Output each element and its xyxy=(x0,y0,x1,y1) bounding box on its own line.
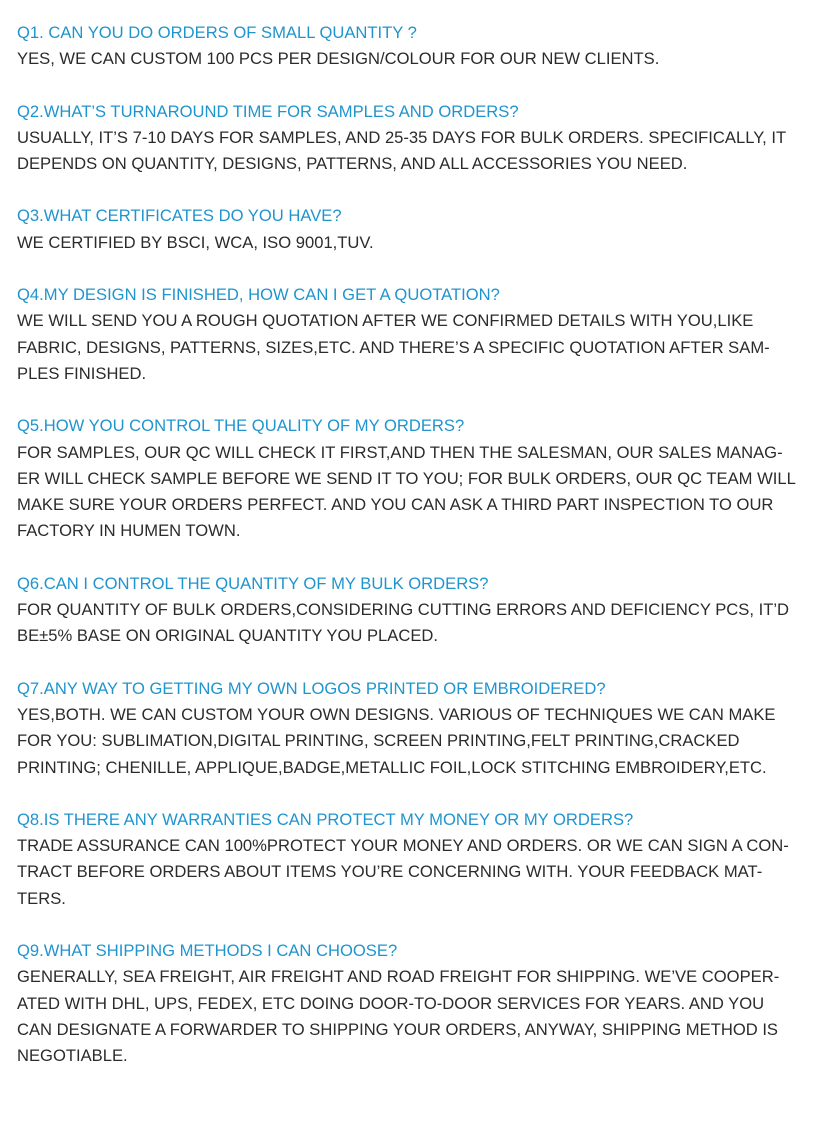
faq-item-q6 xyxy=(17,571,809,650)
faq-answer-line: MAKE SURE YOUR ORDERS PERFECT. AND YOU CAN ASK A THIRD PART INSPECTION TO OUR xyxy=(17,495,774,515)
faq-item-q3 xyxy=(17,203,809,256)
faq-question: Q4.MY DESIGN IS FINISHED, HOW CAN I GET A QUOTATION? xyxy=(17,285,500,305)
faq-answer-line: YES, WE CAN CUSTOM 100 PCS PER DESIGN/COLOUR FOR OUR NEW CLIENTS. xyxy=(17,49,660,69)
faq-item-q7 xyxy=(17,676,809,781)
faq-answer-line: ER WILL CHECK SAMPLE BEFORE WE SEND IT TO YOU; FOR BULK ORDERS, OUR QC TEAM WILL xyxy=(17,468,796,488)
faq-answer xyxy=(17,597,809,650)
faq-answer-line: FACTORY IN HUMEN TOWN. xyxy=(17,521,241,541)
faq-answer-line: FOR QUANTITY OF BULK ORDERS,CONSIDERING CUTTING ERRORS AND DEFICIENCY PCS, IT’D xyxy=(17,600,789,620)
faq-answer-line: TRADE ASSURANCE CAN 100%PROTECT YOUR MONEY AND ORDERS. OR WE CAN SIGN A CON- xyxy=(17,836,789,856)
faq-answer-line: TRACT BEFORE ORDERS ABOUT ITEMS YOU’RE CONCERNING WITH. YOUR FEEDBACK MAT- xyxy=(17,862,763,882)
faq-answer-line: ATED WITH DHL, UPS, FEDEX, ETC DOING DOOR-TO-DOOR SERVICES FOR YEARS. AND YOU xyxy=(17,993,765,1013)
faq-answer-line: BE±5% BASE ON ORIGINAL QUANTITY YOU PLACED. xyxy=(17,626,438,646)
faq-answer xyxy=(17,440,809,545)
faq-list xyxy=(17,20,809,1096)
faq-answer xyxy=(17,702,809,781)
faq-question: Q2.WHAT’S TURNAROUND TIME FOR SAMPLES AND ORDERS? xyxy=(17,101,519,121)
faq-answer-line: NEGOTIABLE. xyxy=(17,1046,128,1066)
faq-answer-line: FOR SAMPLES, OUR QC WILL CHECK IT FIRST,AND THEN THE SALESMAN, OUR SALES MANAG- xyxy=(17,442,783,462)
faq-question: Q7.ANY WAY TO GETTING MY OWN LOGOS PRINTED OR EMBROIDERED? xyxy=(17,678,606,698)
faq-answer-line: PRINTING; CHENILLE, APPLIQUE,BADGE,METALLIC FOIL,LOCK STITCHING EMBROIDERY,ETC. xyxy=(17,757,767,777)
faq-answer xyxy=(17,833,809,912)
faq-answer xyxy=(17,230,809,256)
faq-answer-line: WE CERTIFIED BY BSCI, WCA, ISO 9001,TUV. xyxy=(17,232,374,252)
faq-question: Q9.WHAT SHIPPING METHODS I CAN CHOOSE? xyxy=(17,941,398,961)
faq-item-q2 xyxy=(17,99,809,178)
faq-answer-line: TERS. xyxy=(17,888,66,908)
faq-answer-line: DEPENDS ON QUANTITY, DESIGNS, PATTERNS, AND ALL ACCESSORIES YOU NEED. xyxy=(17,154,688,174)
faq-answer-line: YES,BOTH. WE CAN CUSTOM YOUR OWN DESIGNS. VARIOUS OF TECHNIQUES WE CAN MAKE xyxy=(17,704,776,724)
faq-question: Q3.WHAT CERTIFICATES DO YOU HAVE? xyxy=(17,206,342,226)
faq-answer-line: FABRIC, DESIGNS, PATTERNS, SIZES,ETC. AND THERE’S A SPECIFIC QUOTATION AFTER SAM- xyxy=(17,337,770,357)
faq-answer xyxy=(17,46,809,72)
faq-answer xyxy=(17,308,809,387)
faq-question: Q8.IS THERE ANY WARRANTIES CAN PROTECT MY MONEY OR MY ORDERS? xyxy=(17,809,634,829)
faq-item-q8 xyxy=(17,807,809,912)
faq-question: Q5.HOW YOU CONTROL THE QUALITY OF MY ORDERS? xyxy=(17,416,465,436)
faq-answer-line: GENERALLY, SEA FREIGHT, AIR FREIGHT AND ROAD FREIGHT FOR SHIPPING. WE’VE COOPER- xyxy=(17,967,780,987)
faq-answer xyxy=(17,125,809,178)
faq-answer-line: FOR YOU: SUBLIMATION,DIGITAL PRINTING, SCREEN PRINTING,FELT PRINTING,CRACKED xyxy=(17,731,740,751)
faq-question: Q6.CAN I CONTROL THE QUANTITY OF MY BULK ORDERS? xyxy=(17,573,489,593)
faq-answer xyxy=(17,964,809,1069)
faq-item-q9 xyxy=(17,938,809,1069)
faq-answer-line: PLES FINISHED. xyxy=(17,363,147,383)
faq-item-q5 xyxy=(17,413,809,544)
faq-question: Q1. CAN YOU DO ORDERS OF SMALL QUANTITY ? xyxy=(17,23,417,42)
faq-item-q1 xyxy=(17,20,809,73)
faq-item-q4 xyxy=(17,282,809,387)
faq-answer-line: WE WILL SEND YOU A ROUGH QUOTATION AFTER WE CONFIRMED DETAILS WITH YOU,LIKE xyxy=(17,311,754,331)
faq-answer-line: CAN DESIGNATE A FORWARDER TO SHIPPING YOUR ORDERS, ANYWAY, SHIPPING METHOD IS xyxy=(17,1019,778,1039)
faq-answer-line: USUALLY, IT’S 7-10 DAYS FOR SAMPLES, AND 25-35 DAYS FOR BULK ORDERS. SPECIFICALLY, IT xyxy=(17,127,787,147)
